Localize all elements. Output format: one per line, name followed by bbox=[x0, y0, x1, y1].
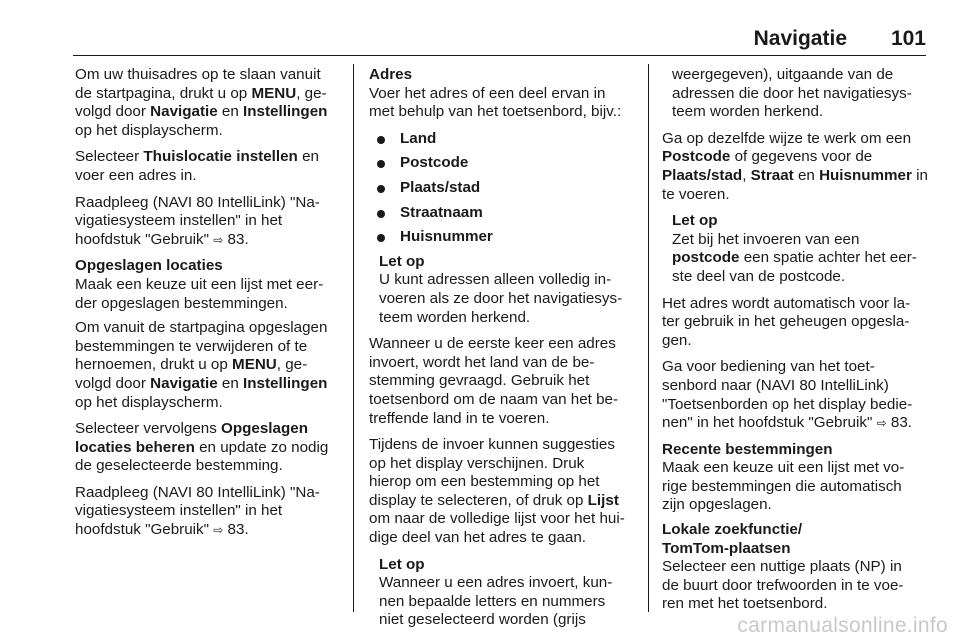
page-ref-arrow-icon: ⇨ bbox=[876, 416, 887, 431]
address-section: Adres Voer het adres of een deel ervan in met behulp van het toetsenbord, bijv.: bbox=[369, 66, 637, 122]
tomtom-places-heading: TomTom-plaatsen bbox=[662, 539, 791, 557]
section-title: Navigatie bbox=[753, 27, 847, 50]
page-ref-arrow-icon: ⇨ bbox=[213, 523, 224, 538]
reference-paragraph-2: Raadpleeg (NAVI 80 IntelliLink) "Na- vigatiesysteem instellen" in het hoofdstuk "Gebruik" ⇨ 83. bbox=[75, 483, 320, 539]
same-way-paragraph: Ga op dezelfde wijze te werk om een Postcode of gegevens voor de Plaats/stad, Straat en Huisnummer in te voeren. bbox=[662, 129, 928, 203]
address-heading: Adres bbox=[369, 66, 413, 83]
note-box-3: Let op Zet bij het invoeren van een postcode een spatie achter het eer- ste deel van de postcode. bbox=[662, 212, 932, 286]
bullet-icon bbox=[377, 136, 385, 144]
note-box-1: Let op U kunt adressen alleen volledig in- voeren als ze door het navigatiesys- teem worden herkend. bbox=[369, 253, 637, 327]
list-item: Postcode bbox=[369, 154, 637, 173]
reference-paragraph-1: Raadpleeg (NAVI 80 IntelliLink) "Na- vigatiesysteem instellen" in het hoofdstuk "Gebruik" ⇨ 83. bbox=[75, 193, 320, 248]
menu-button-ref: MENU bbox=[251, 84, 297, 102]
bullet-icon bbox=[377, 185, 385, 193]
auto-save-paragraph: Het adres wordt automatisch voor la- ter gebruik in het geheugen opgesla- gen. bbox=[662, 294, 911, 349]
country-paragraph: Wanneer u de eerste keer een adres invoert, wordt het land van de be- stemming gevraagd. Gebruik het toetsenbord om de naam van het be- treffende land in te voeren. bbox=[369, 335, 619, 427]
column-1 bbox=[75, 66, 345, 548]
bullet-icon bbox=[377, 210, 385, 218]
page-header bbox=[0, 0, 960, 54]
recent-destinations-heading: Recente bestemmingen bbox=[662, 440, 833, 458]
note-title: Let op bbox=[379, 555, 425, 573]
note-title: Let op bbox=[379, 252, 425, 270]
list-item: Land bbox=[369, 130, 637, 149]
select-home-paragraph: Selecteer Thuislocatie instellen en voer een adres in. bbox=[75, 148, 319, 184]
suggestions-paragraph: Tijdens de invoer kunnen suggesties op het display verschijnen. Druk hierop om een bestemming op het display te selecteren, of druk op Lijst om naar de volledige lijst voor het hui- dige deel van het adres te gaan. bbox=[369, 436, 625, 547]
saved-locations-section: Opgeslagen locaties Maak een keuze uit een lijst met eer- der opgeslagen bestemmingen. bbox=[75, 257, 345, 313]
recent-destinations-section: Recente bestemmingen Maak een keuze uit een lijst met vo- rige bestemmingen die automatisch zijn opgeslagen. bbox=[662, 441, 932, 515]
delete-rename-paragraph: Om vanuit de startpagina opgeslagen bestemmingen te verwijderen of te hernoemen, drukt u op MENU, ge- volgd door Navigatie en Instellingen op het displayscherm. bbox=[75, 319, 328, 411]
bullet-icon bbox=[377, 160, 385, 168]
note-title: Let op bbox=[672, 212, 718, 230]
list-item: Huisnummer bbox=[369, 228, 637, 247]
note-box-2: Let op Wanneer u een adres invoert, kun- nen bepaalde letters en nummers niet geselecteerd worden (grijs bbox=[369, 556, 637, 630]
local-search-section: Lokale zoekfunctie/ TomTom-plaatsen Selecteer een nuttige plaats (NP) in de buurt door trefwoorden in te voe- ren met het toetsenbord. bbox=[662, 521, 932, 614]
column-2 bbox=[369, 66, 637, 638]
header-rule bbox=[73, 55, 926, 56]
note-continuation: weergegeven), uitgaande van de adressen die door het navigatiesys- teem worden herkend. bbox=[672, 66, 912, 121]
list-item: Plaats/stad bbox=[369, 179, 637, 198]
page-ref-arrow-icon: ⇨ bbox=[213, 232, 224, 247]
local-search-heading: Lokale zoekfunctie/ bbox=[662, 521, 803, 539]
column-divider-1 bbox=[353, 64, 354, 612]
list-item: Straatnaam bbox=[369, 204, 637, 223]
keyboard-reference-paragraph: Ga voor bediening van het toet- senbord naar (NAVI 80 IntelliLink) "Toetsenborden op het display bedie- nen" in het hoofdstuk "Gebruik" ⇨ 83. bbox=[662, 358, 913, 432]
column-3 bbox=[662, 66, 932, 622]
home-address-paragraph: Om uw thuisadres op te slaan vanuit de startpagina, drukt u op MENU, ge- volgd door Navigatie en Instellingen op het displayscherm. bbox=[75, 66, 328, 139]
saved-locations-heading: Opgeslagen locaties bbox=[75, 257, 223, 275]
page-number: 101 bbox=[890, 27, 926, 50]
column-divider-2 bbox=[648, 64, 649, 612]
watermark: carmanualsonline.info bbox=[737, 614, 948, 637]
bullet-icon bbox=[377, 234, 385, 242]
address-fields-list bbox=[369, 130, 637, 247]
manage-locations-paragraph: Selecteer vervolgens Opgeslagen locaties beheren en update zo nodig de geselecteerde bestemming. bbox=[75, 420, 329, 475]
